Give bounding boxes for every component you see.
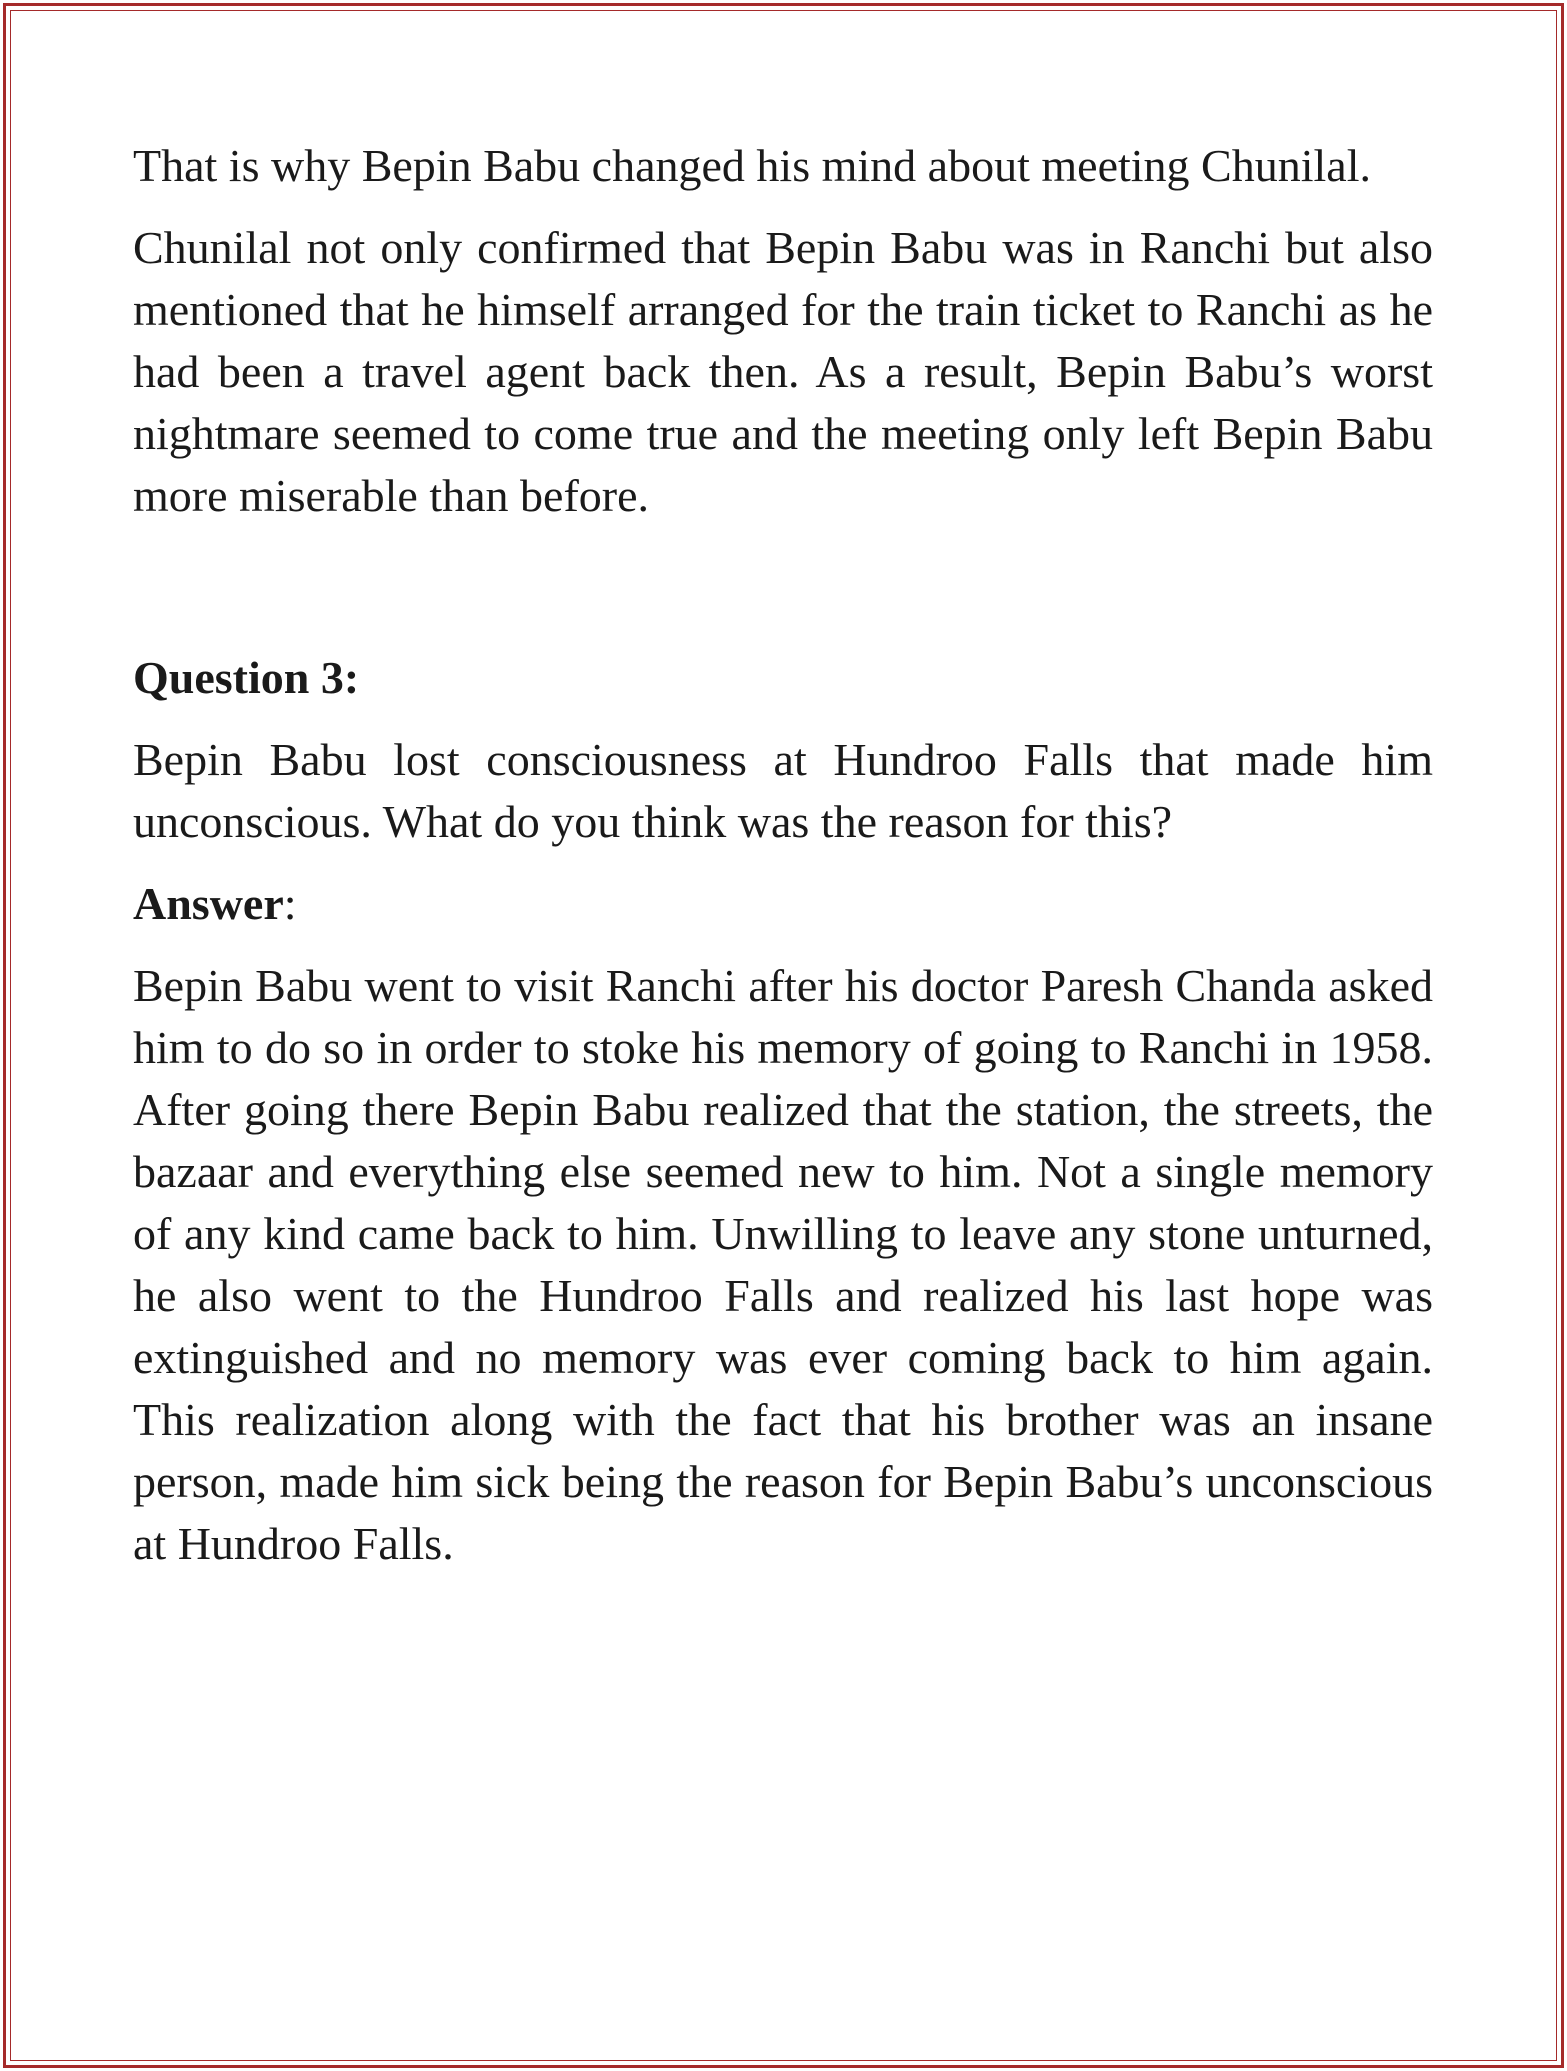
answer-label: Answer <box>133 878 284 929</box>
answer-text: Bepin Babu went to visit Ranchi after his doctor Paresh Chanda asked him to do so in order to stoke his memory of going to Ranchi in 1958. After going there Bepin Babu realized that the station, the streets, the bazaar and everything else seemed new to him. Not a single memory of any kind came back to him. Unwilling to leave any stone unturned, he also went to the Hundroo Falls and realized his last hope was extinguished and no memory was ever coming back to him again. This realization along with the fact that his brother was an insane person, made him sick being the reason for Bepin Babu’s unconscious at Hundroo Falls. <box>133 960 1433 1569</box>
document-body <box>133 135 1433 1575</box>
question-heading: Question 3: <box>133 652 360 703</box>
answer-colon: : <box>283 878 297 929</box>
answer-label-line <box>133 873 1433 935</box>
question-text: Bepin Babu lost consciousness at Hundroo Falls that made him unconscious. What do you think was the reason for this? <box>133 734 1433 847</box>
continuation-paragraph-2: Chunilal not only confirmed that Bepin Babu was in Ranchi but also mentioned that he himself arranged for the train ticket to Ranchi as he had been a travel agent back then. As a result, Bepin Babu’s worst nightmare seemed to come true and the meeting only left Bepin Babu more miserable than before. <box>133 222 1433 521</box>
continuation-paragraph-1: That is why Bepin Babu changed his mind about meeting Chunilal. <box>133 140 1371 191</box>
